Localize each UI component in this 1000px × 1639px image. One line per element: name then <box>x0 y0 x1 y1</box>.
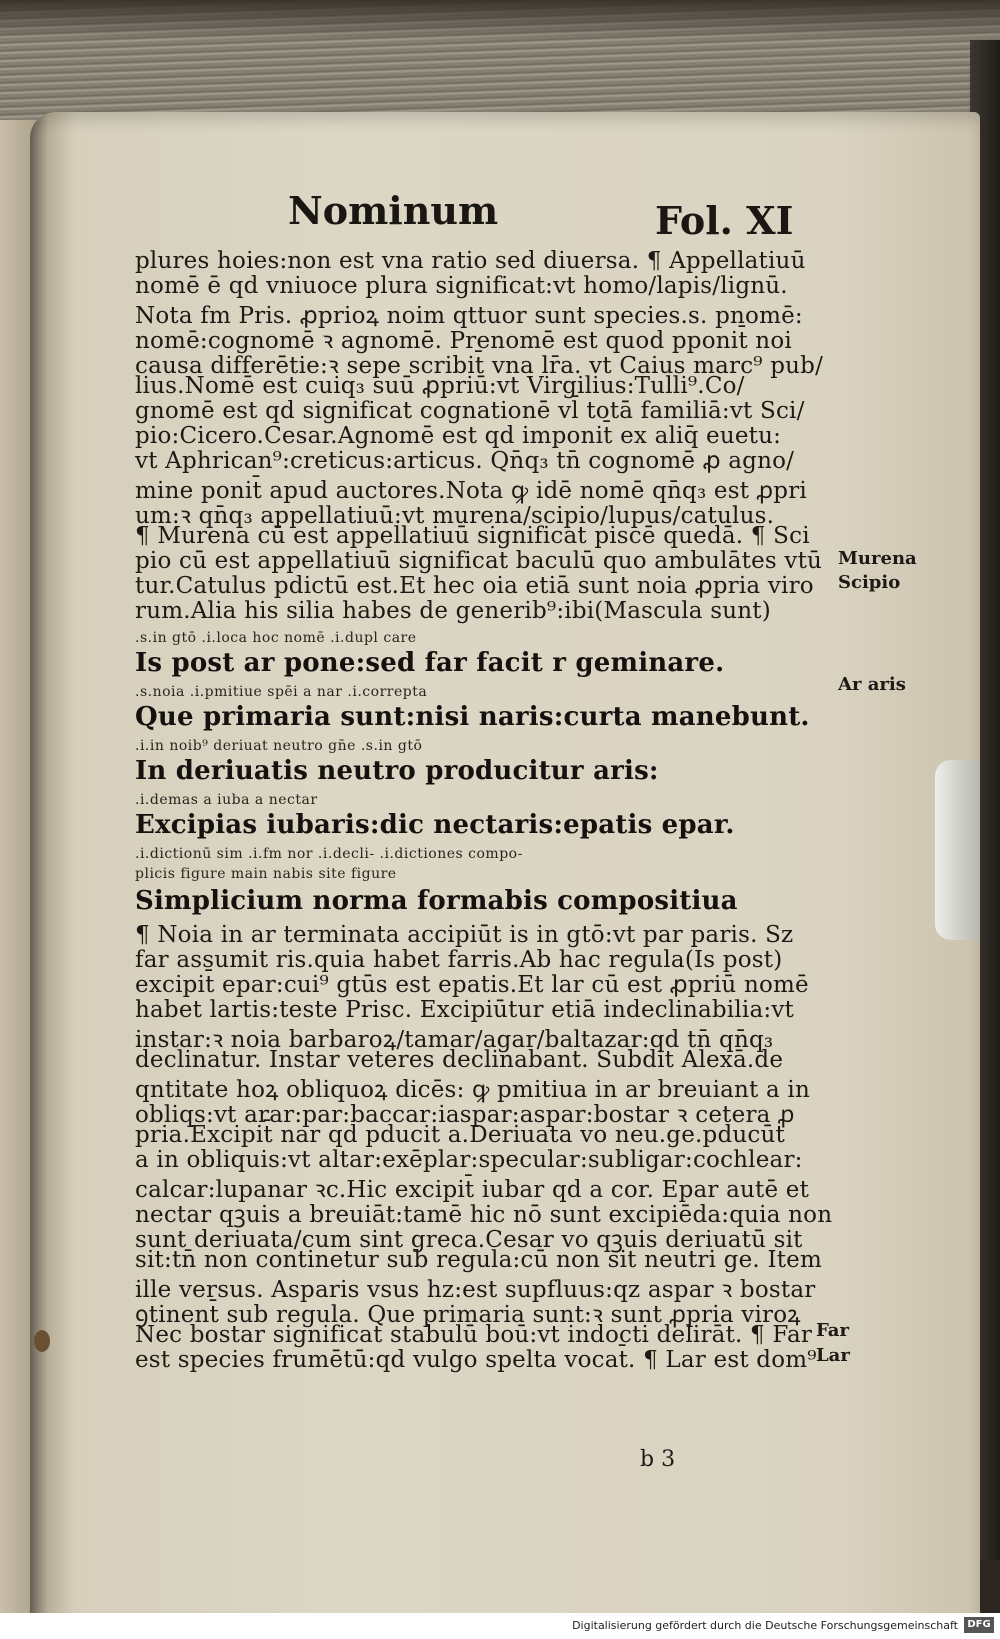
text-line: Nec bostar significat stabulū boū:vt indocti delirāt. ¶ Far <box>135 1322 813 1348</box>
text-line: instar:ꝛ noia barbaroꝝ/tamar/agar/baltazar:qd tn̄ qn̄q₃ <box>135 1027 774 1053</box>
text-line: plures hoies:non est vna ratio sed diuersa. ¶ Appellatiuū <box>135 248 806 274</box>
folio-number: Fol. XI <box>655 198 794 243</box>
margin-note-scipio: Scipio <box>838 572 901 593</box>
text-line: far assumit ris.quia habet farris.Ab hac regula(Is post) <box>135 947 783 973</box>
ink-stain <box>34 1330 50 1352</box>
interlinear-gloss: plicis figure main nabis site figure <box>135 866 397 882</box>
text-line: qntitate hoꝝ obliquoꝝ dicēs: ꝙ pmitiua in ar breuiant a in <box>135 1077 811 1103</box>
text-line: est species frumētū:qd vulgo spelta vocat̄. ¶ Lar est dom⁹ <box>135 1347 817 1373</box>
interlinear-gloss: .s.in gtō .i.loca hoc nomē .i.dupl care <box>135 630 417 646</box>
text-line: pio:Cicero.Cesar.Agnomē est qd imponit̄ ex aliq̄ euetu: <box>135 423 782 449</box>
text-line: declinatur. Instar veteres declinabant. Subdit Alexā.de <box>135 1047 784 1073</box>
text-line: pria.Excipit̄ nar qd pducit a.Deriuata vo neu.ge.pducūt <box>135 1122 785 1148</box>
text-line: nectar qꝫuis a breuiāt:tamē hic nō sunt excipiēda:quia non <box>135 1202 833 1228</box>
text-line: um:ꝛ qn̄q₃ appellatiuū:vt murena/scipio/lupus/catulus. <box>135 503 775 529</box>
margin-note-murena: Murena <box>838 548 917 569</box>
verse-line: In deriuatis neutro producitur aris: <box>135 756 659 786</box>
text-line: excipit̄ epar:cui⁹ gtūs est epatis.Et lar cū est ꝓpriū nomē <box>135 972 809 998</box>
verse-line: Simplicium norma formabis compositiua <box>135 886 738 916</box>
text-line: a in obliquis:vt altar:exēplar:specular:subligar:cochlear: <box>135 1147 803 1173</box>
text-line: vt Aphrican⁹:creticus:articus. Qn̄q₃ tn̄ cognomē ꝓ agno/ <box>135 448 795 474</box>
text-line: ille versus. Asparis vsus hz:est supfluus:qz aspar ꝛ bostar <box>135 1277 816 1303</box>
text-line: causa differētie:ꝛ sepe scribit̄ vna lr̄a. vt Caius marc⁹ pub/ <box>135 353 824 379</box>
text-line: nomē:cognomē ꝛ agnomē. Prenomē est quod pponit̄ noi <box>135 328 792 354</box>
digitization-footer <box>0 1613 1000 1639</box>
interlinear-gloss: .i.demas a iuba a nectar <box>135 792 318 808</box>
text-line: pio cū est appellatiuū significat baculū quo ambulātes vtū <box>135 548 823 574</box>
text-line: gnomē est qd significat cognationē vl̄ totā familiā:vt Sci/ <box>135 398 805 424</box>
text-line: mine ponit̄ apud auctores.Nota ꝙ idē nomē qn̄q₃ est ꝓpri <box>135 478 807 504</box>
text-line: sunt deriuata/cum sint greca.Cesar vo qꝫuis deriuatū sit <box>135 1227 803 1253</box>
verse-line: Que primaria sunt:nisi naris:curta manebunt. <box>135 702 810 732</box>
text-line: Nota fm Pris. ꝓprioꝝ noim qttuor sunt species.s. pnomē: <box>135 303 803 329</box>
text-line: calcar:lupanar ꝛc.Hic excipit̄ iubar qd a cor. Epar autē et <box>135 1177 810 1203</box>
verse-line: Excipias iubaris:dic nectaris:epatis epar. <box>135 810 735 840</box>
running-head: Nominum <box>288 188 499 233</box>
text-line: tur.Catulus pdictū est.Et hec oia etiā sunt noia ꝓpria viro <box>135 573 814 599</box>
margin-note-lar: Lar <box>816 1345 850 1366</box>
text-line: ¶ Murena cū est appellatiuū significat piscē quedā. ¶ Sci <box>135 523 810 549</box>
margin-note-ar-aris: Ar aris <box>838 674 906 695</box>
text-line: rum.Alia his silia habes de generib⁹:ibi(Mascula sunt) <box>135 598 771 624</box>
text-line: ꝯtinent̄ sub regula. Que primaria sunt:ꝛ sunt ꝓpria viroꝝ <box>135 1302 801 1328</box>
margin-note-far: Far <box>816 1320 849 1341</box>
text-line: ¶ Noia in ar terminata accipiūt is in gtō:vt par paris. Sz <box>135 922 794 948</box>
interlinear-gloss: .i.in noib⁹ deriuat neutro gn̄e .s.in gtō <box>135 738 423 754</box>
signature-mark: b 3 <box>640 1447 676 1472</box>
text-line: habet lartis:teste Prisc. Excipiūtur etiā indeclinabilia:vt <box>135 997 794 1023</box>
verse-line: Is post ar pone:sed far facit r geminare. <box>135 648 725 678</box>
text-line: sit:tn̄ non continetur sub regula:cū non sit neutri ge. Item <box>135 1247 822 1273</box>
dfg-logo: DFG <box>964 1617 994 1633</box>
interlinear-gloss: .i.dictionū sim .i.fm nor .i.decli- .i.dictiones compo- <box>135 846 523 862</box>
text-line: lius.Nomē est cuiq₃ suū ꝓpriū:vt Virgilius:Tulli⁹.Co/ <box>135 373 745 399</box>
page-clip <box>935 760 980 940</box>
text-line: nomē ē qd vniuoce plura significat:vt homo/lapis/lignū. <box>135 273 788 299</box>
shadow <box>0 0 1000 40</box>
footer-credit: Digitalisierung gefördert durch die Deutsche Forschungsgemeinschaft <box>572 1619 958 1632</box>
interlinear-gloss: .s.noia .i.pmitiue spēi a nar .i.correpta <box>135 684 428 700</box>
text-line: obliqs:vt arar:par:baccar:iaspar:aspar:bostar ꝛ cetera ꝓ <box>135 1102 795 1128</box>
